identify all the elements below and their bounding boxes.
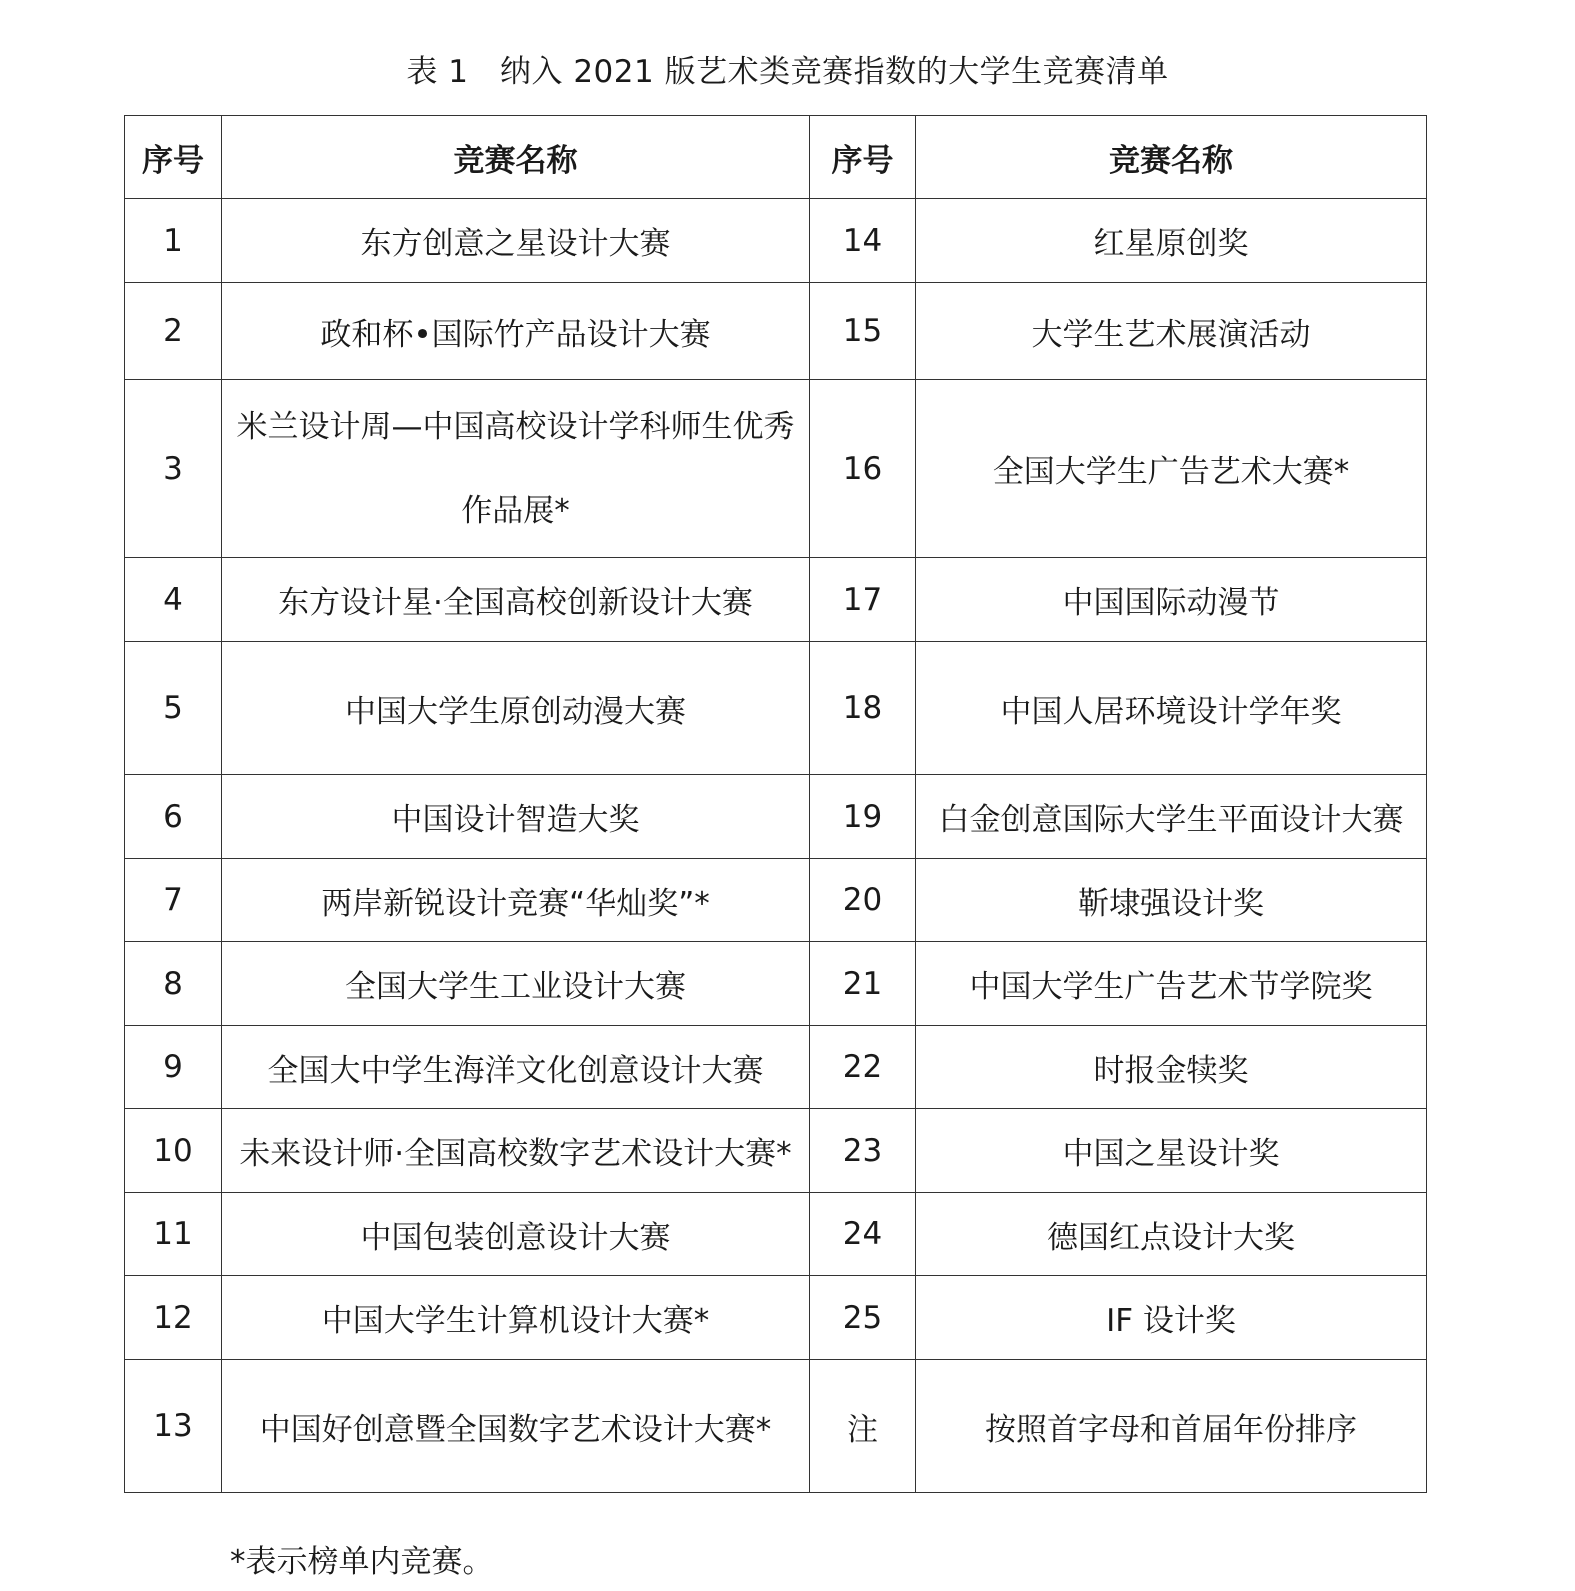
row-name-right: 全国大学生广告艺术大赛* bbox=[916, 380, 1427, 558]
competition-table bbox=[124, 115, 1427, 1493]
row-name-right: 中国人居环境设计学年奖 bbox=[916, 642, 1427, 775]
table-row bbox=[125, 199, 1427, 283]
table-row bbox=[125, 558, 1427, 642]
table-row bbox=[125, 283, 1427, 380]
row-no-left: 7 bbox=[125, 859, 222, 942]
row-name-left: 东方创意之星设计大赛 bbox=[222, 199, 810, 283]
row-no-left: 11 bbox=[125, 1193, 222, 1276]
row-no-right: 24 bbox=[810, 1193, 916, 1276]
header-name-right: 竞赛名称 bbox=[916, 116, 1427, 199]
row-name-left: 中国包装创意设计大赛 bbox=[222, 1193, 810, 1276]
row-name-left: 全国大学生工业设计大赛 bbox=[222, 942, 810, 1026]
row-no-left: 6 bbox=[125, 775, 222, 859]
row-no-right: 22 bbox=[810, 1026, 916, 1109]
row-name-left: 中国设计智造大奖 bbox=[222, 775, 810, 859]
row-name-left: 中国好创意暨全国数字艺术设计大赛* bbox=[222, 1360, 810, 1493]
row-no-left: 9 bbox=[125, 1026, 222, 1109]
row-no-left: 13 bbox=[125, 1360, 222, 1493]
row-name-right: 时报金犊奖 bbox=[916, 1026, 1427, 1109]
row-no-left: 4 bbox=[125, 558, 222, 642]
row-name-right: IF 设计奖 bbox=[916, 1276, 1427, 1360]
row-no-left: 8 bbox=[125, 942, 222, 1026]
table-row bbox=[125, 775, 1427, 859]
row-name-right: 中国之星设计奖 bbox=[916, 1109, 1427, 1193]
table-footnote: *表示榜单内竞赛。 bbox=[230, 1544, 494, 1580]
header-row bbox=[125, 116, 1427, 199]
header-no-right: 序号 bbox=[810, 116, 916, 199]
row-no-left: 1 bbox=[125, 199, 222, 283]
table-row bbox=[125, 1360, 1427, 1493]
row-name-right: 中国大学生广告艺术节学院奖 bbox=[916, 942, 1427, 1026]
table-row bbox=[125, 642, 1427, 775]
row-name-right: 白金创意国际大学生平面设计大赛 bbox=[916, 775, 1427, 859]
row-no-right: 注 bbox=[810, 1360, 916, 1493]
row-name-left: 未来设计师·全国高校数字艺术设计大赛* bbox=[222, 1109, 810, 1193]
row-name-left: 东方设计星·全国高校创新设计大赛 bbox=[222, 558, 810, 642]
table-caption: 表 1 纳入 2021 版艺术类竞赛指数的大学生竞赛清单 bbox=[406, 54, 1169, 90]
row-no-right: 15 bbox=[810, 283, 916, 380]
header-name-left: 竞赛名称 bbox=[222, 116, 810, 199]
row-name-left: 中国大学生计算机设计大赛* bbox=[222, 1276, 810, 1360]
row-no-right: 25 bbox=[810, 1276, 916, 1360]
row-name-left: 米兰设计周—中国高校设计学科师生优秀作品展* bbox=[222, 380, 810, 558]
table-row bbox=[125, 1109, 1427, 1193]
row-name-right: 靳埭强设计奖 bbox=[916, 859, 1427, 942]
row-name-left: 中国大学生原创动漫大赛 bbox=[222, 642, 810, 775]
header-no-left: 序号 bbox=[125, 116, 222, 199]
row-name-left: 全国大中学生海洋文化创意设计大赛 bbox=[222, 1026, 810, 1109]
row-no-right: 20 bbox=[810, 859, 916, 942]
row-no-left: 10 bbox=[125, 1109, 222, 1193]
row-name-right: 德国红点设计大奖 bbox=[916, 1193, 1427, 1276]
row-no-left: 5 bbox=[125, 642, 222, 775]
row-no-right: 14 bbox=[810, 199, 916, 283]
table-row bbox=[125, 1276, 1427, 1360]
table-row bbox=[125, 859, 1427, 942]
table-row bbox=[125, 1193, 1427, 1276]
row-no-right: 17 bbox=[810, 558, 916, 642]
row-no-right: 16 bbox=[810, 380, 916, 558]
row-no-left: 3 bbox=[125, 380, 222, 558]
row-name-right: 大学生艺术展演活动 bbox=[916, 283, 1427, 380]
row-name-right: 红星原创奖 bbox=[916, 199, 1427, 283]
row-no-right: 19 bbox=[810, 775, 916, 859]
row-name-left: 政和杯•国际竹产品设计大赛 bbox=[222, 283, 810, 380]
row-no-left: 2 bbox=[125, 283, 222, 380]
row-no-right: 18 bbox=[810, 642, 916, 775]
row-name-left: 两岸新锐设计竞赛“华灿奖”* bbox=[222, 859, 810, 942]
row-no-left: 12 bbox=[125, 1276, 222, 1360]
table-row bbox=[125, 942, 1427, 1026]
row-no-right: 21 bbox=[810, 942, 916, 1026]
row-name-right: 中国国际动漫节 bbox=[916, 558, 1427, 642]
row-name-right: 按照首字母和首届年份排序 bbox=[916, 1360, 1427, 1493]
row-no-right: 23 bbox=[810, 1109, 916, 1193]
table-row bbox=[125, 380, 1427, 558]
table-row bbox=[125, 1026, 1427, 1109]
